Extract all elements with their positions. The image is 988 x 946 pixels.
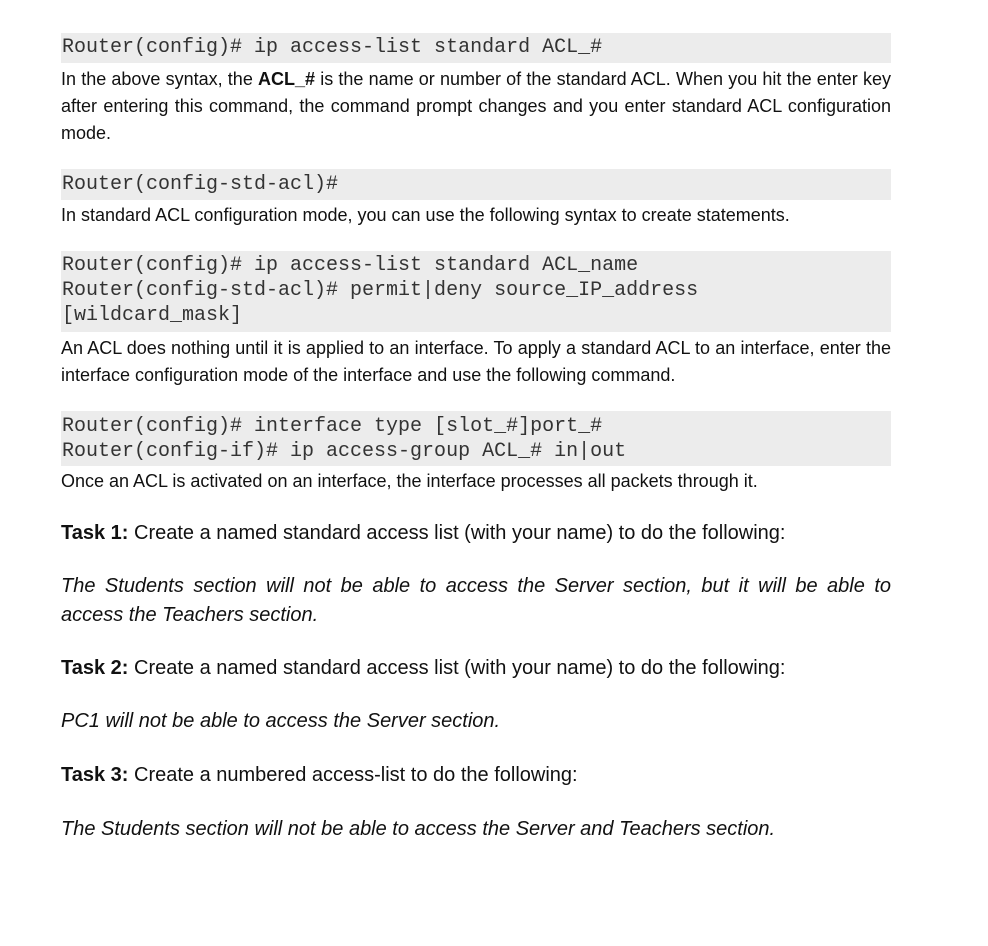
task-label: Task 2:: [61, 657, 129, 679]
code-line: Router(config-std-acl)#: [62, 173, 339, 196]
code-block-acl-statements: [61, 251, 891, 332]
paragraph-acl-syntax: [61, 66, 891, 147]
code-line: Router(config)# ip access-list standard ACL_name: [62, 254, 639, 277]
task-3-heading: [61, 761, 891, 789]
code-line: Router(config)# interface type [slot_#]port_#: [62, 415, 603, 438]
task-text: Create a named standard access list (with your name) to do the following:: [128, 522, 786, 544]
paragraph-apply-acl: An ACL does nothing until it is applied to an interface. To apply a standard ACL to an interface, enter the interface configuration mode of the interface and use the following command.: [61, 338, 891, 385]
task-text: Create a numbered access-list to do the following:: [128, 764, 578, 786]
task-label: Task 1:: [61, 522, 129, 544]
code-line: Router(config)# ip access-list standard ACL_#: [62, 36, 603, 59]
task-1-heading: [61, 519, 891, 547]
paragraph-text: is the name or number of the standard ACL. When you hit the enter key after entering this command, the command prompt changes and you enter standard ACL configuration mode.: [61, 69, 891, 143]
paragraph-text: In the above syntax, the: [61, 69, 259, 89]
task-2-description: PC1 will not be able to access the Server section.: [61, 710, 501, 732]
bold-term: ACL_#: [258, 69, 316, 89]
paragraph-std-acl-mode: In standard ACL configuration mode, you can use the following syntax to create statements.: [61, 205, 790, 225]
document-page: [61, 33, 891, 844]
code-block-interface: [61, 411, 891, 466]
task-3-description: The Students section will not be able to access the Server and Teachers section.: [61, 818, 776, 840]
code-line: Router(config-std-acl)# permit|deny source_IP_address: [62, 279, 699, 302]
code-line: Router(config-if)# ip access-group ACL_# in|out: [62, 440, 627, 463]
code-block-std-acl-prompt: [61, 169, 891, 200]
task-text: Create a named standard access list (with your name) to do the following:: [128, 657, 786, 679]
paragraph-acl-activated: Once an ACL is activated on an interface, the interface processes all packets through it.: [61, 471, 758, 491]
code-line: [wildcard_mask]: [62, 304, 243, 327]
task-1-description: The Students section will not be able to access the Server section, but it will be able to access the Teachers section.: [61, 575, 891, 626]
task-label: Task 3:: [61, 764, 129, 786]
code-block-access-list: [61, 33, 891, 63]
task-2-heading: [61, 654, 891, 682]
